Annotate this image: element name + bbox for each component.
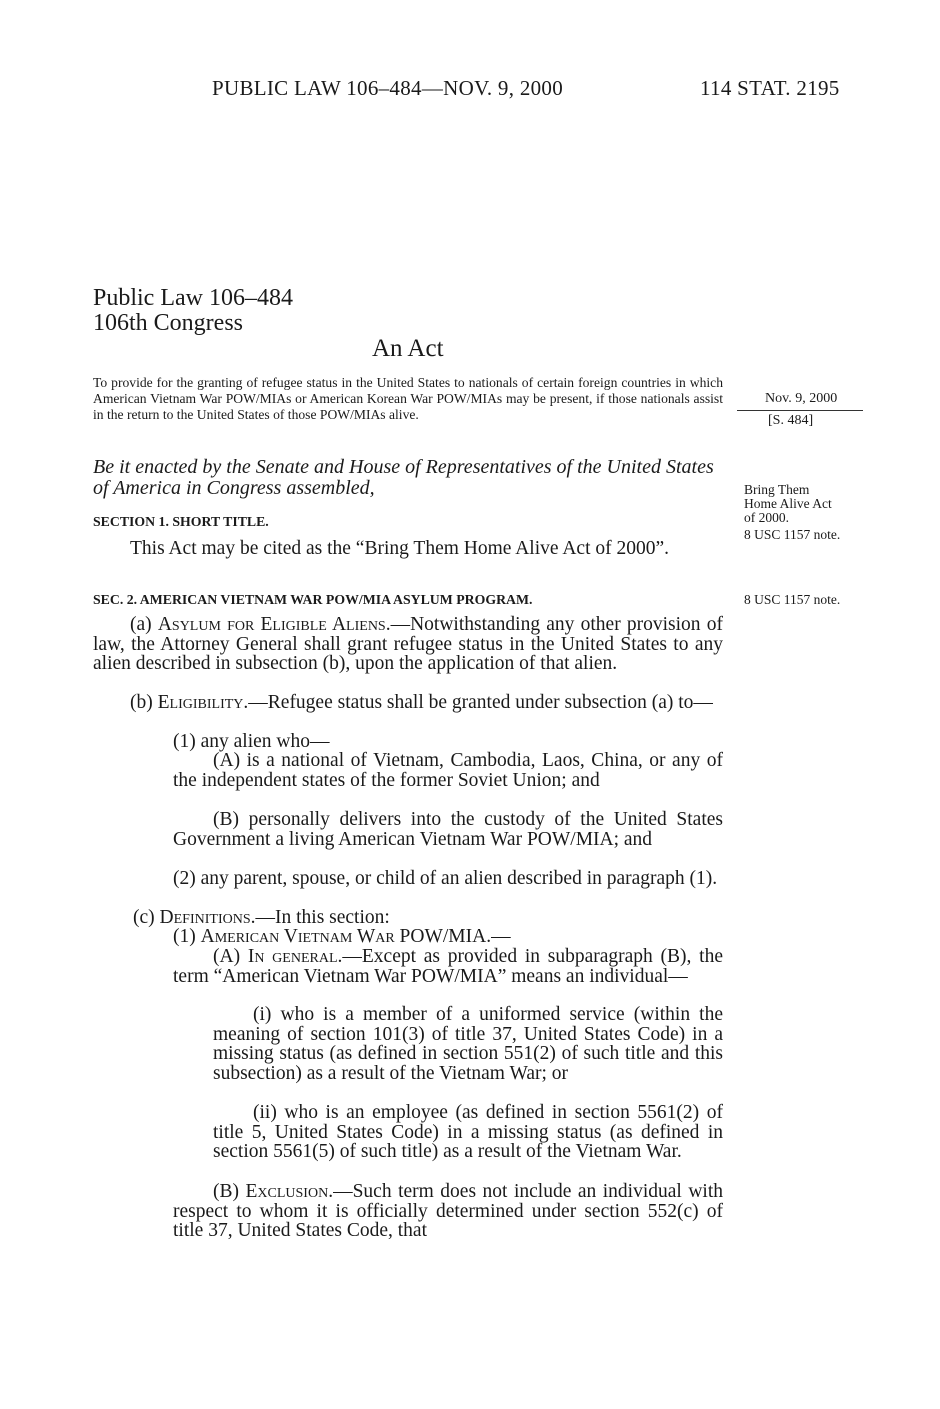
subparagraph-c1B [173,1182,723,1241]
section1-text: This Act may be cited as the “Bring Them Home Alive Act of 2000”. [130,538,670,559]
running-header-left: PUBLIC LAW 106–484—NOV. 9, 2000 [212,76,564,100]
margin-divider [737,410,863,411]
subsection-b-heading: Eligibility [157,692,244,713]
margin-usc-note-2: 8 USC 1157 note. [744,592,841,607]
subsection-c-label: (c) [133,907,160,928]
paragraph-c1-label: (1) [173,926,201,947]
subsection-a-heading: Asylum for Eligible Aliens [157,614,386,635]
subsection-c [133,908,763,928]
subparagraph-b1A: (A) is a national of Vietnam, Cambodia, Laos, China, or any of the independent states of the former Soviet Union; and [173,750,723,791]
paragraph-c1 [173,927,803,947]
subparagraph-c1A-heading: In general [247,946,338,967]
paragraph-b2: (2) any parent, spouse, or child of an alien described in paragraph (1). [173,868,718,889]
margin-short-title-line3: of 2000. [744,510,789,525]
margin-bill-number: [S. 484] [768,413,814,428]
clause-c1Ai: (i) who is a member of a uniformed service (within the meaning of section 101(3) of title 37, United States Code) in a missing status (as defined in section 551(2) of such title and this subsection) as a result of the Vietnam War; or [213,1004,723,1084]
paragraph-c1-heading: American Vietnam War POW/MIA [200,926,487,947]
subsection-b-text: .—Refugee status shall be granted under subsection (a) to— [243,692,713,713]
subsection-c-heading: Definitions [159,907,251,928]
margin-usc-note-1: 8 USC 1157 note. [744,527,841,542]
public-law-number: Public Law 106–484 [93,285,293,311]
subsection-c-text: .—In this section: [250,907,390,928]
subparagraph-c1A-text: .—Except as provided in subparagraph (B), the term “American Vietnam War POW/MIA” means an individual— [173,946,723,987]
act-title: An Act [372,335,444,362]
subparagraph-c1B-heading: Exclusion [245,1181,329,1202]
margin-date: Nov. 9, 2000 [765,391,838,406]
subsection-a-label: (a) [130,614,158,635]
clause-c1Aii: (ii) who is an employee (as defined in section 5561(2) of title 5, United States Code) in a missing status (as defined in section 5561(5) of such title) as a result of the Vietnam War. [213,1102,723,1162]
running-header-right: 114 STAT. 2195 [700,76,840,100]
purpose-statement: To provide for the granting of refugee status in the United States to nationals of certain foreign countries in which American Vietnam War POW/MIAs or American Korean War POW/MIAs may be present, if those nationals assist in the return to the United States of those POW/MIAs alive. [93,375,723,422]
subparagraph-c1B-text: .—Such term does not include an individual with respect to whom it is officially determined under section 552(c) of title 37, United States Code, that [173,1181,723,1241]
paragraph-c1-tail: .— [486,926,511,947]
subsection-b-label: (b) [130,692,158,713]
subparagraph-c1B-label: (B) [213,1181,246,1202]
paragraph-b1: (1) any alien who— [173,731,330,752]
subsection-a-text: .—Notwithstanding any other provision of law, the Attorney General shall grant refugee status in the United States to any alien described in subsection (b), upon the application of that alien. [93,614,723,674]
subparagraph-c1A [173,947,723,986]
congress-number: 106th Congress [93,310,243,336]
section2-heading: SEC. 2. AMERICAN VIETNAM WAR POW/MIA ASYLUM PROGRAM. [93,592,533,607]
subsection-a [93,615,723,674]
subparagraph-b1B: (B) personally delivers into the custody of the United States Government a living American Vietnam War POW/MIA; and [173,809,723,850]
enacting-clause: Be it enacted by the Senate and House of Representatives of the United States of America in Congress assembled, [93,456,714,499]
section1-heading: SECTION 1. SHORT TITLE. [93,514,269,529]
margin-short-title-line1: Bring Them [744,482,810,497]
subparagraph-c1A-label: (A) [213,946,248,967]
margin-short-title-line2: Home Alive Act [744,496,832,511]
subsection-b [93,693,723,713]
